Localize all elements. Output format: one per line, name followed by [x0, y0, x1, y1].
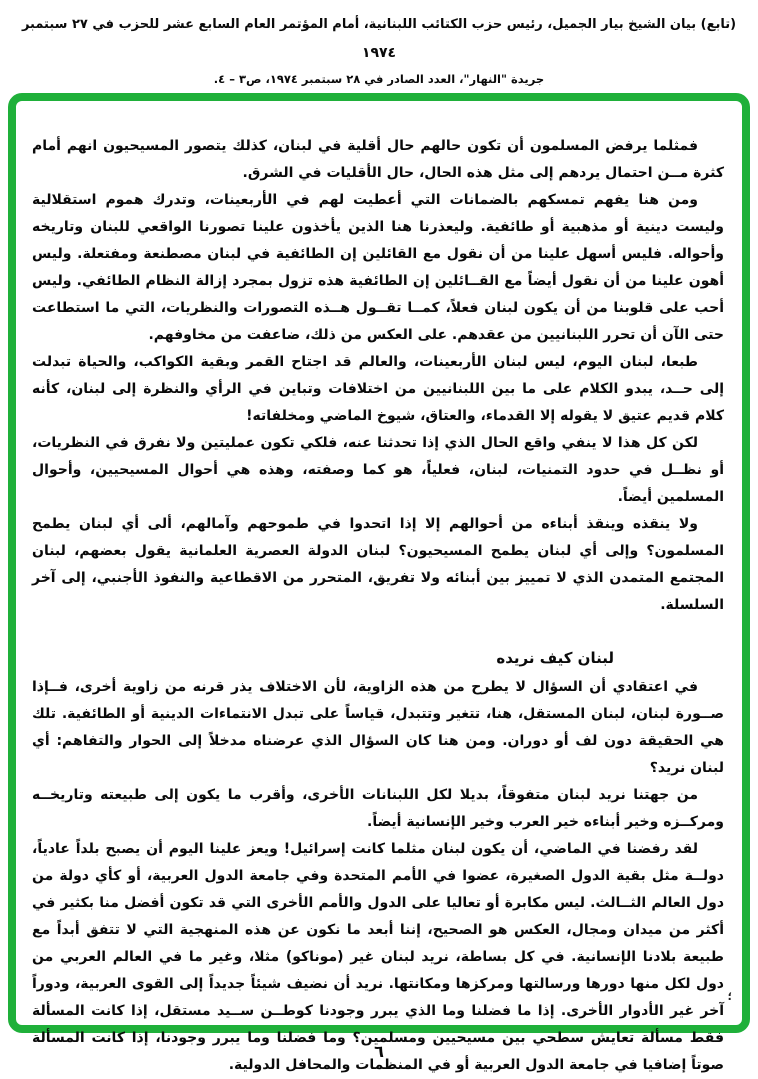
- paragraph: لقد رفضنا في الماضي، أن يكون لبنان مثلما كانت إسرائيل! ويعز علينا اليوم أن يصبح بلداً عادياً، دولــة مثل بقية الدول الصغيرة، عضوا في الأمم المتحدة وفي جامعة الدول العربية، أو كأي دولة من دول العالم الثــالث. ليس مكابرة أو تعاليا على الدول والأمم الأخرى التي قد تكون أفضل منا بكثير في أكثر من ميدان ومجال، العكس هو الصحيح، إننا أبعد ما نكون عن هذه المنهجية التي لا تتفق أبداً مع طبيعة بلادنا الإنسانية. في كل بساطة، نريد لبنان غير (موناكو) مثلا، وغير ما في العالم العربي من دول لكل منها دورها ورسالتها ومركزها ومكانتها. نريد أن نضيف شيئاً جديداً إلى القوى العربية، ودوراً آخر غير الأدوار الأخرى. إذا ما فضلنا وما الذي يبرر وجودنا كوطــن ســيد مستقل، إذا كانت المسألة فقط مسألة تعايش سطحي بين مسيحيين ومسلمين؟ وما فضلنا وما يبرر وجودنا، إذا كانت المسألة صوتاً إضافيا في جامعة الدول العربية أو في المنظمات والمحافل الدولية.: [32, 841, 724, 1073]
- paragraph: لكن كل هذا لا ينفي واقع الحال الذي إذا تحدثنا عنه، فلكي تكون عمليتين ولا نفرق في النظريات، أو نظــل في حدود التمنيات، لبنان، فعلياً، هو كما وصفته، وهذه هي أحوال المسيحيين، وأحوال المسلمين أيضاً.: [32, 435, 724, 505]
- page-number: ٦: [374, 1042, 384, 1061]
- paragraph: ومن هنا يفهم تمسكهم بالضمانات التي أعطيت لهم في الأربعينات، وتدرك هموم استقلالية وليست دينية أو مذهبية أو طائفية. وليعذرنا هنا الذين يأخذون علينا تصورنا الواقعي للبنان وتاريخه وأحواله. فليس أسهل علينا من أن نقول مع القائلين إن الطائفية في لبنان مصطنعة ومفتعلة. وليس أهون علينا من أن نقول أيضاً مع القــائلين إن الطائفية هذه تزول بمجرد إزالة النظام الطائفي. وليس أحب على قلوبنا من أن يكون لبنان فعلاً، كمــا تقــول هــذه التصورات والنظريات، التي ما استطاعت حتى الآن أن تحرر اللبنانيين من عقدهم. على العكس من ذلك، ضاعفت من مخاوفهم.: [32, 192, 724, 343]
- header-source-line: جريدة "النهار"، العدد الصادر في ٢٨ سبتمبر ١٩٧٤، ص٣ – ٤.: [213, 72, 545, 86]
- highlighted-text-box: [8, 93, 750, 1073]
- paragraph: فمثلما يرفض المسلمون أن تكون حالهم حال أقلية في لبنان، كذلك يتصور المسيحيون انهم أمام كثرة مــن احتمال يردهم إلى مثل هذه الحال، حال الأقليات في الشرق.: [32, 138, 724, 181]
- paragraph: طبعا، لبنان اليوم، ليس لبنان الأربعينات، والعالم قد اجتاح القمر وبقية الكواكب، والحياة تبدلت إلى حــد، يبدو الكلام على ما بين اللبنانيين من اختلافات وتباين في الرأي والنظرة إلى لبنان، كأنه كلام قديم عتيق لا يقوله إلا القدماء، والعتاق، شيوخ الماضي ومخلفاته!: [32, 354, 724, 424]
- scan-artifact-mark: ؛: [727, 990, 732, 1003]
- header-title-line: (تابع) بيان الشيخ بيار الجميل، رئيس حزب الكتائب اللبنانية، أمام المؤتمر العام السابع عشر للحزب في ٢٧ سبتمبر: [21, 17, 737, 32]
- header-year-line: ١٩٧٤: [361, 45, 397, 61]
- section-heading: لبنان كيف نريده: [496, 649, 614, 667]
- paragraph: ولا ينقذه وينقذ أبناءه من أحوالهم إلا إذا اتحدوا في طموحهم وآمالهم، ألى أي لبنان يطمح المسلمون؟ وإلى أي لبنان يطمح المسيحيون؟ لبنان الدولة العصرية العلمانية يقول بعضهم، لبنان المجتمع المتمدن الذي لا تمييز بين أبنائه ولا تفريق، المتحرر من الاقطاعية والنفوذ الأجنبي، إلى آخر السلسلة.: [32, 516, 724, 613]
- document-header: [0, 0, 758, 86]
- paragraph: في اعتقادي أن السؤال لا يطرح من هذه الزاوية، لأن الاختلاف يذر قرنه من زاوية أخرى، فــإذا صــورة لبنان، لبنان المستقل، هنا، تتغير وتتبدل، قياساً على تبدل الانتماءات الدينية أو الطائفية. تلك هي الحقيقة دون لف أو دوران. ومن هنا كان السؤال الذي عرضناه مدخلاً إلى الحوار والتفاهم: أي لبنان نريد؟: [32, 679, 724, 776]
- paragraph: من جهتنا نريد لبنان متفوقاً، بديلا لكل اللبنانات الأخرى، وأقرب ما يكون إلى طبيعته وتاريخــه ومركــزه وخير أبناءه خير العرب وخير الإنسانية أيضاً.: [32, 787, 724, 830]
